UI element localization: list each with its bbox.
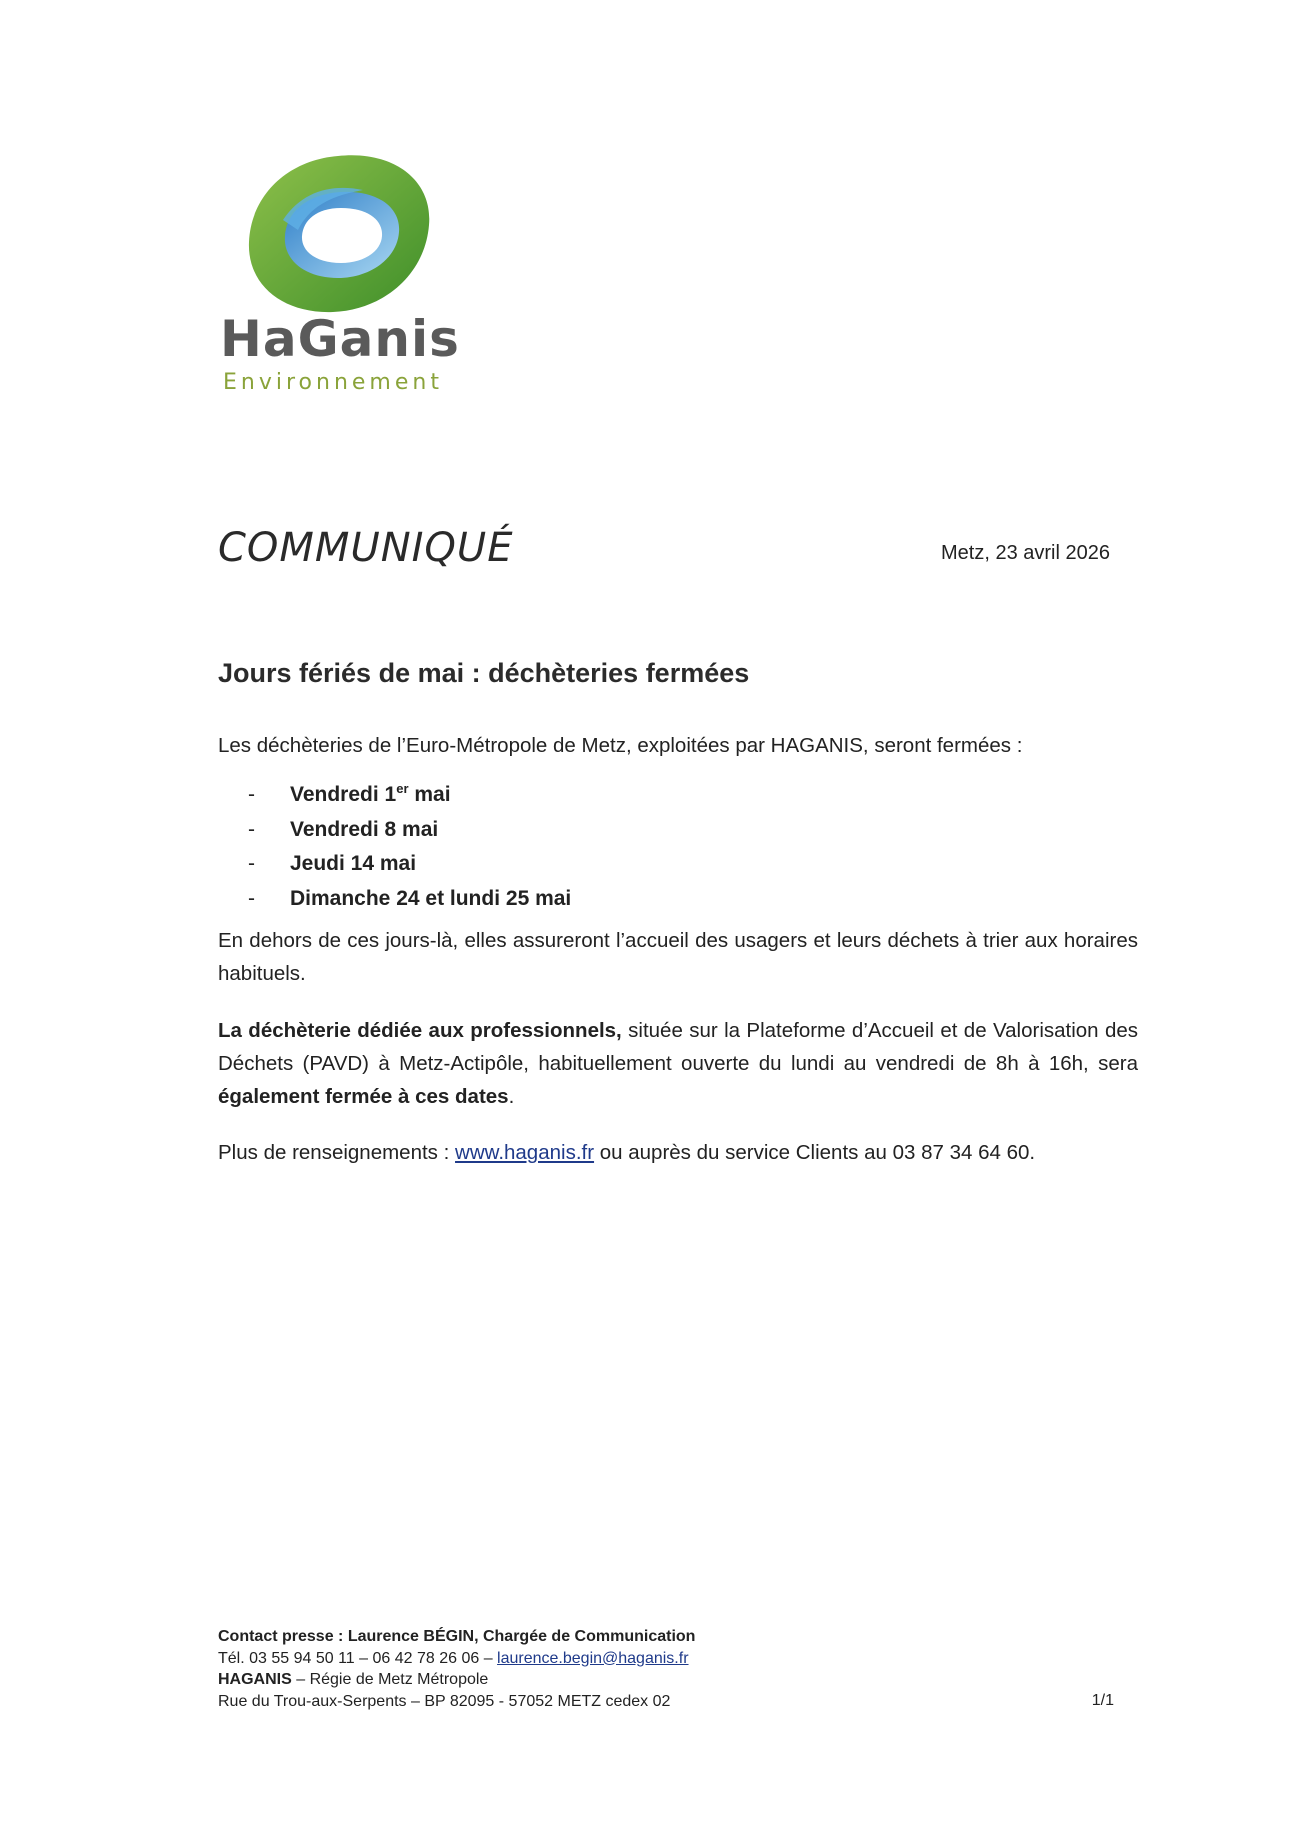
haganis-logo-icon	[243, 150, 433, 315]
press-contact-footer	[218, 1626, 695, 1712]
closure-dates-list	[248, 778, 571, 916]
press-release-title: Jours fériés de mai : déchèteries fermées	[218, 658, 750, 688]
intro-paragraph: Les déchèteries de l’Euro-Métropole de Metz, exploitées par HAGANIS, seront fermées :	[218, 734, 1023, 757]
contact-line: Contact presse : Laurence BÉGIN, Chargée de Communication	[218, 1628, 696, 1645]
more-info-paragraph: Plus de renseignements : www.haganis.fr ou auprès du service Clients au 03 87 34 64 60.	[218, 1141, 1036, 1164]
haganis-logo	[215, 150, 460, 400]
list-item: - Vendredi 8 mai	[248, 817, 439, 841]
logo-subtitle: Environnement	[223, 370, 443, 395]
phone-line: Tél. 03 55 94 50 11 – 06 42 78 26 06 – laurence.begin@haganis.fr	[218, 1649, 689, 1667]
list-item: - Vendredi 1er mai	[248, 781, 451, 806]
website-link[interactable]: www.haganis.fr	[455, 1141, 595, 1164]
address-line: Rue du Trou-aux-Serpents – BP 82095 - 57052 METZ cedex 02	[218, 1692, 671, 1710]
logo-wordmark: HaGanis	[220, 310, 460, 368]
list-item: - Dimanche 24 et lundi 25 mai	[248, 886, 572, 910]
list-item: - Jeudi 14 mai	[248, 852, 417, 875]
email-link[interactable]: laurence.begin@haganis.fr	[497, 1649, 689, 1667]
page-number: 1/1	[1091, 1692, 1114, 1709]
document-type-heading: COMMUNIQUÉ	[218, 525, 514, 571]
opening-hours-paragraph: En dehors de ces jours-là, elles assureront l’accueil des usagers et leurs déchets à trier aux horaires habituels.	[218, 929, 1138, 985]
organization-line: HAGANIS – Régie de Metz Métropole	[218, 1671, 489, 1688]
professional-site-paragraph: La déchèterie dédiée aux professionnels, située sur la Plateforme d’Accueil et de Valorisation des Déchets (PAVD) à Metz-Actipôle, habituellement ouverte du lundi au vendredi de 8h à 16h, sera également fermée à ces dates.	[218, 1019, 1139, 1108]
document-date: Metz, 23 avril 2026	[941, 542, 1110, 564]
